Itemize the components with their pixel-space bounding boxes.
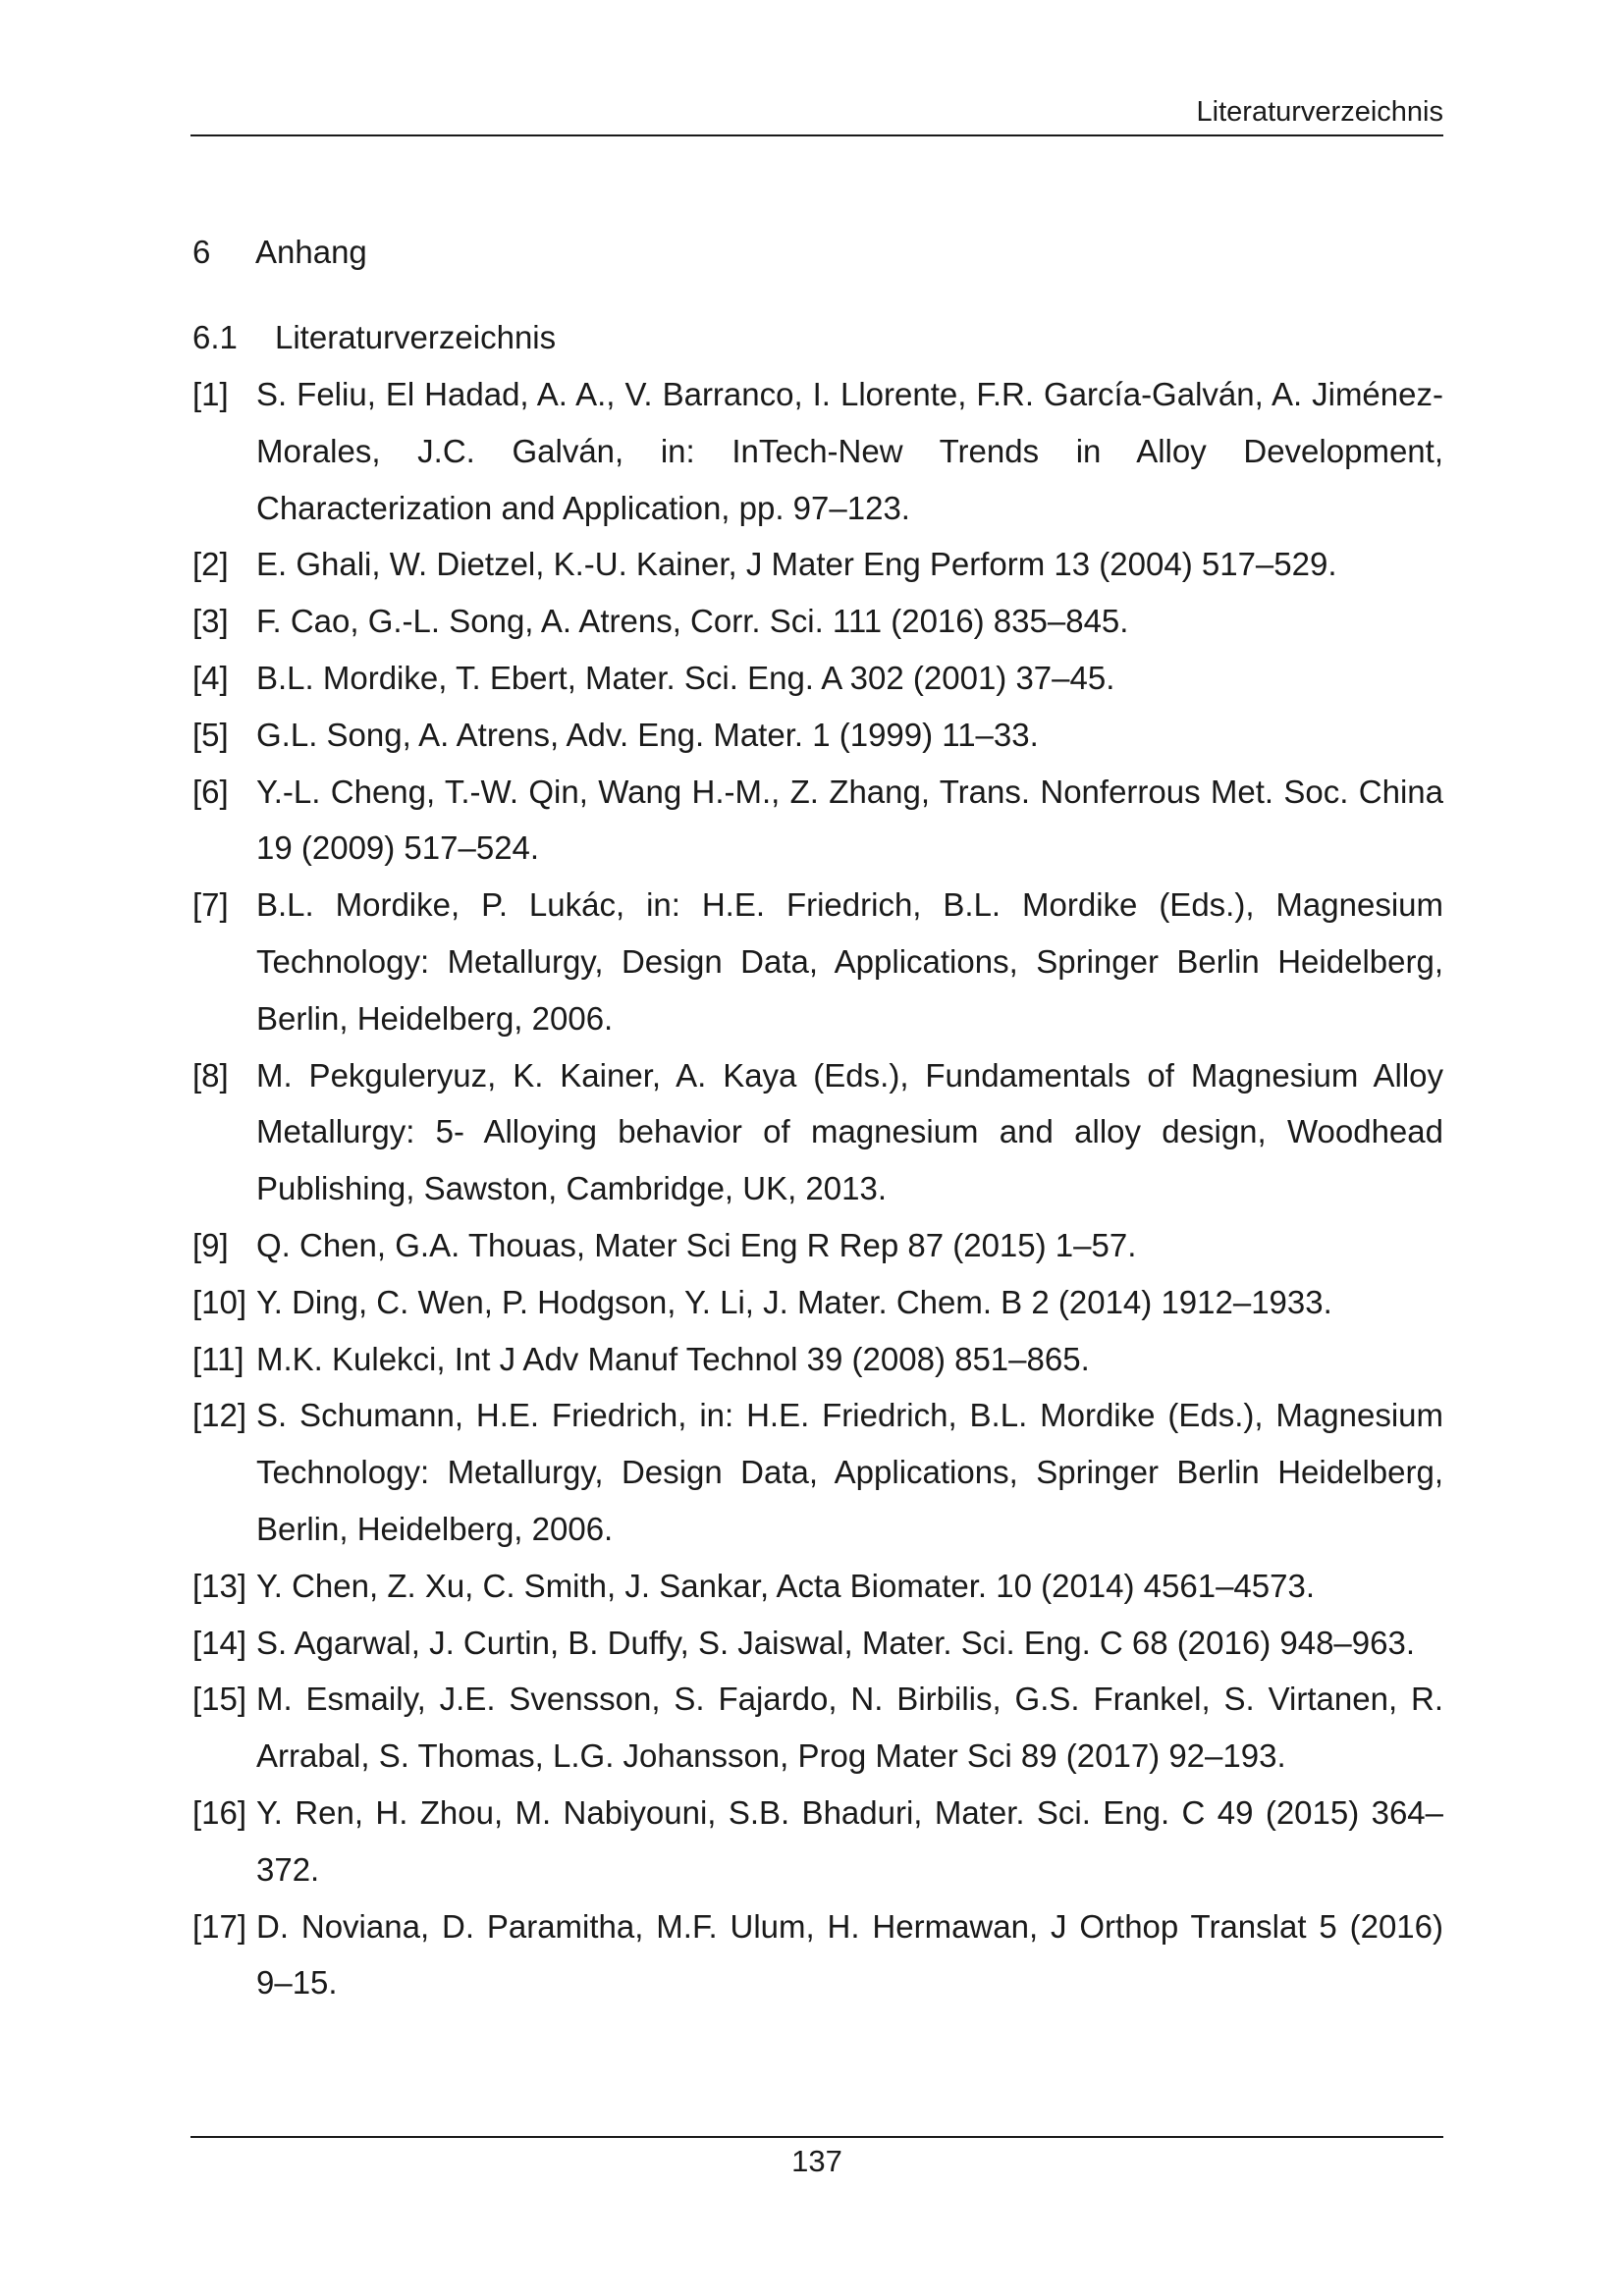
chapter-number: 6 bbox=[192, 234, 211, 270]
reference-item bbox=[192, 1898, 1443, 2012]
reference-item bbox=[192, 593, 1443, 650]
reference-item bbox=[192, 1331, 1443, 1388]
reference-text: Q. Chen, G.A. Thouas, Mater Sci Eng R Rep 87 (2015) 1–57. bbox=[256, 1226, 1137, 1263]
reference-text: Y. Chen, Z. Xu, C. Smith, J. Sankar, Acta Biomater. 10 (2014) 4561–4573. bbox=[256, 1567, 1316, 1604]
reference-item bbox=[192, 1558, 1443, 1615]
section-number: 6.1 bbox=[192, 319, 238, 355]
reference-text: E. Ghali, W. Dietzel, K.-U. Kainer, J Mater Eng Perform 13 (2004) 517–529. bbox=[256, 546, 1337, 583]
reference-text: S. Feliu, El Hadad, A. A., V. Barranco, I. Llorente, F.R. García-Galván, A. Jiménez-Morales, J.C. Galván, in: InTech-New Trends in Alloy Development, Characterization and Application, pp. 97–123. bbox=[256, 376, 1443, 526]
reference-text: D. Noviana, D. Paramitha, M.F. Ulum, H. Hermawan, J Orthop Translat 5 (2016) 9–15. bbox=[256, 1907, 1443, 2002]
reference-label: [10] bbox=[192, 1283, 247, 1320]
reference-label: [13] bbox=[192, 1567, 247, 1604]
reference-label: [3] bbox=[192, 603, 229, 640]
reference-label: [16] bbox=[192, 1793, 247, 1831]
reference-text: B.L. Mordike, P. Lukác, in: H.E. Friedrich, B.L. Mordike (Eds.), Magnesium Technology: Metallurgy, Design Data, Applications, Springer Berlin Heidelberg, Berlin, Heidelberg, 2006. bbox=[256, 886, 1443, 1037]
section-title: Literaturverzeichnis bbox=[275, 319, 557, 355]
section-heading bbox=[192, 315, 556, 360]
reference-item bbox=[192, 1615, 1443, 1672]
reference-label: [2] bbox=[192, 546, 229, 583]
reference-label: [4] bbox=[192, 659, 229, 696]
running-header: Literaturverzeichnis bbox=[1196, 96, 1443, 128]
reference-label: [12] bbox=[192, 1397, 247, 1434]
reference-item bbox=[192, 536, 1443, 593]
reference-label: [7] bbox=[192, 886, 229, 924]
reference-text: S. Agarwal, J. Curtin, B. Duffy, S. Jaiswal, Mater. Sci. Eng. C 68 (2016) 948–963. bbox=[256, 1624, 1416, 1661]
chapter-title: Anhang bbox=[255, 234, 367, 270]
reference-item bbox=[192, 650, 1443, 707]
reference-label: [17] bbox=[192, 1907, 247, 1945]
page-number: 137 bbox=[791, 2144, 842, 2178]
reference-text: B.L. Mordike, T. Ebert, Mater. Sci. Eng. A 302 (2001) 37–45. bbox=[256, 659, 1115, 696]
reference-label: [6] bbox=[192, 773, 229, 810]
reference-label: [14] bbox=[192, 1624, 247, 1661]
reference-text: M.K. Kulekci, Int J Adv Manuf Technol 39 (2008) 851–865. bbox=[256, 1340, 1090, 1377]
reference-item bbox=[192, 1217, 1443, 1274]
reference-text: Y. Ding, C. Wen, P. Hodgson, Y. Li, J. Mater. Chem. B 2 (2014) 1912–1933. bbox=[256, 1283, 1332, 1320]
reference-item bbox=[192, 1274, 1443, 1331]
footer-rule bbox=[190, 2136, 1443, 2138]
reference-label: [1] bbox=[192, 376, 229, 412]
reference-text: S. Schumann, H.E. Friedrich, in: H.E. Friedrich, B.L. Mordike (Eds.), Magnesium Technology: Metallurgy, Design Data, Applications, Springer Berlin Heidelberg, Berlin, Heidelberg, 2006. bbox=[256, 1397, 1443, 1547]
reference-label: [11] bbox=[192, 1340, 244, 1377]
reference-item bbox=[192, 1785, 1443, 1898]
reference-label: [15] bbox=[192, 1681, 247, 1718]
reference-item bbox=[192, 877, 1443, 1046]
reference-item bbox=[192, 1671, 1443, 1785]
reference-text: G.L. Song, A. Atrens, Adv. Eng. Mater. 1 (1999) 11–33. bbox=[256, 716, 1039, 753]
reference-label: [8] bbox=[192, 1056, 229, 1094]
reference-item bbox=[192, 1047, 1443, 1217]
reference-label: [9] bbox=[192, 1226, 229, 1263]
reference-item bbox=[192, 1387, 1443, 1557]
reference-text: Y. Ren, H. Zhou, M. Nabiyouni, S.B. Bhaduri, Mater. Sci. Eng. C 49 (2015) 364–372. bbox=[256, 1793, 1443, 1888]
reference-item bbox=[192, 707, 1443, 764]
reference-item bbox=[192, 764, 1443, 878]
reference-label: [5] bbox=[192, 716, 229, 753]
header-rule bbox=[190, 134, 1443, 136]
reference-text: Y.-L. Cheng, T.-W. Qin, Wang H.-M., Z. Zhang, Trans. Nonferrous Met. Soc. China 19 (2009) 517–524. bbox=[256, 773, 1443, 867]
chapter-heading bbox=[192, 230, 367, 275]
reference-text: M. Esmaily, J.E. Svensson, S. Fajardo, N. Birbilis, G.S. Frankel, S. Virtanen, R. Arrabal, S. Thomas, L.G. Johansson, Prog Mater Sci 89 (2017) 92–193. bbox=[256, 1681, 1443, 1775]
reference-text: F. Cao, G.-L. Song, A. Atrens, Corr. Sci. 111 (2016) 835–845. bbox=[256, 603, 1129, 640]
reference-list bbox=[192, 366, 1443, 2011]
reference-item bbox=[192, 366, 1443, 536]
reference-text: M. Pekguleryuz, K. Kainer, A. Kaya (Eds.), Fundamentals of Magnesium Alloy Metallurgy: 5- Alloying behavior of magnesium and alloy design, Woodhead Publishing, Sawston, Cambridge, UK, 2013. bbox=[256, 1056, 1443, 1207]
